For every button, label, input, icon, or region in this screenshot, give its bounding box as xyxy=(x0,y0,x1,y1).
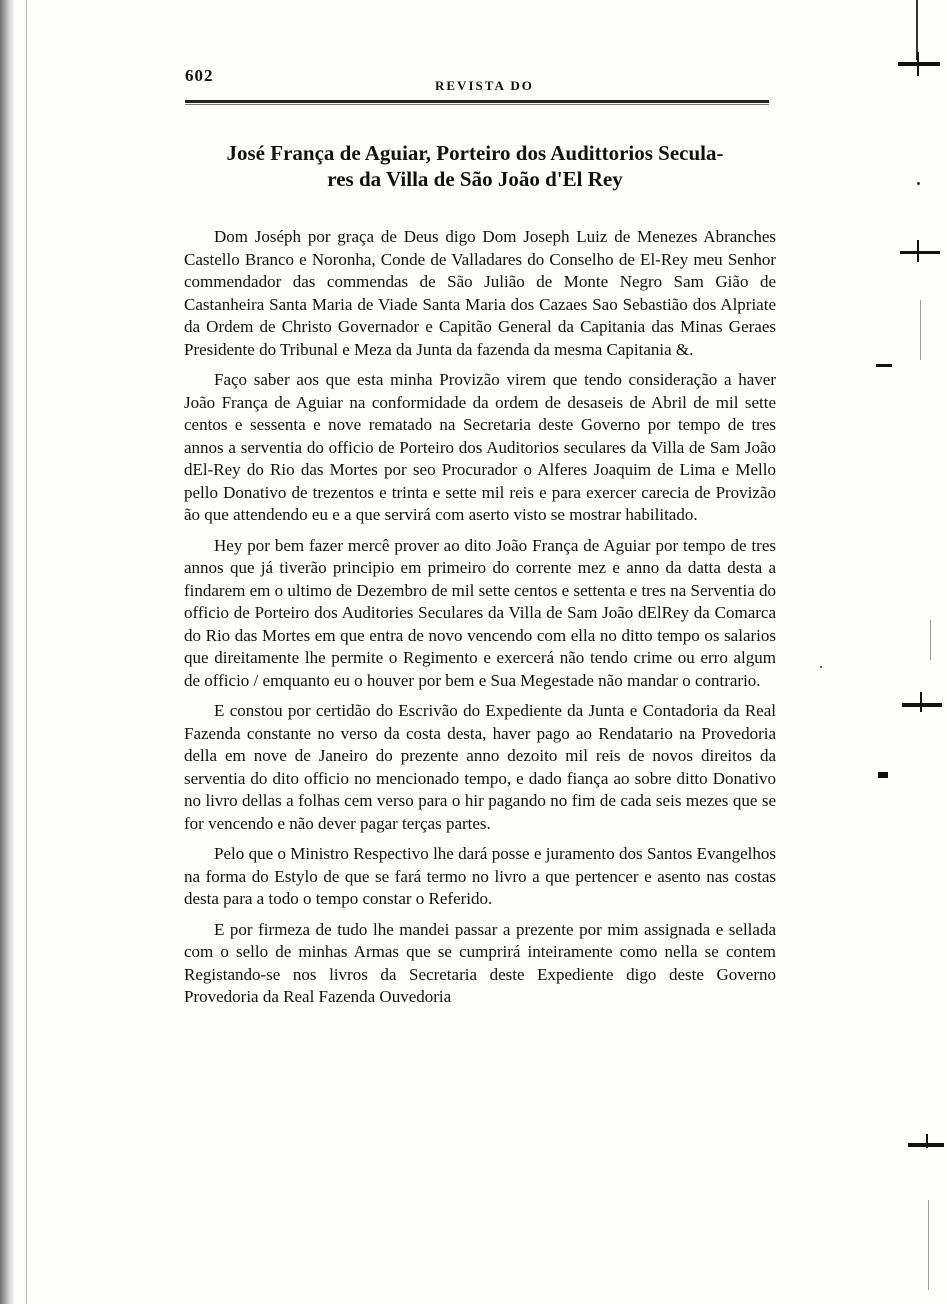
registration-tick xyxy=(917,240,919,262)
scan-margin-line xyxy=(928,1200,929,1290)
scan-margin-line xyxy=(920,300,921,360)
document-title-line-1: José França de Aguiar, Porteiro dos Audittorios Secula- xyxy=(226,141,724,165)
document-title xyxy=(170,140,780,192)
registration-mark xyxy=(876,364,892,367)
registration-tick xyxy=(920,692,922,712)
page-number: 602 xyxy=(185,66,214,85)
document-title-line-2: res da Villa de São João d'El Rey xyxy=(327,167,623,191)
paragraph: Pelo que o Ministro Respectivo lhe dará posse e juramento dos Santos Evangelhos na forma do Estylo de que se fará termo no livro a que pertencer e asento nas costas desta para a todo o tempo constar o Referido. xyxy=(184,844,776,908)
paragraph: Faço saber aos que esta minha Provizão virem que tendo consideração a haver João França de Aguiar na conformidade da ordem de desaseis de Abril de mil sette centos e sessenta e nove rematado na Secretaria deste Governo por tempo de tres annos a serventia do officio de Porteiro dos Auditorios seculares da Villa de Sam João dEl-Rey do Rio das Mortes por seo Procurador o Alferes Joaquim de Lima e Mello pello Donativo de trezentos e trinta e sette mil reis e para exercer carecia de Provizão ão que attendendo eu e a que servirá com aserto visto se mostrar habilitado. xyxy=(184,370,776,524)
registration-mark xyxy=(900,251,940,254)
header-rule-thin xyxy=(185,104,769,105)
scan-speck xyxy=(820,666,822,668)
paragraph: Dom Joséph por graça de Deus digo Dom Joseph Luiz de Menezes Abranches Castello Branco e Noronha, Conde de Valladares do Conselho de El-Rey meu Senhor commendador das commendas de São Julião de Monte Negro Sam Gião de Castanheira Santa Maria de Viade Santa Maria dos Cazaes Sao Sebastião dos Alpriate da Ordem de Christo Governador e Capitão General da Capitania das Minas Geraes Presidente do Tribunal e Meza da Junta da fazenda da mesma Capitania &. xyxy=(184,227,776,359)
registration-tick xyxy=(926,1134,928,1148)
scan-left-rule xyxy=(26,0,27,1304)
header-rule xyxy=(185,100,769,103)
running-header xyxy=(185,66,769,96)
scan-speck xyxy=(917,182,920,185)
registration-mark xyxy=(902,703,942,707)
scan-right-edge-line xyxy=(916,0,918,60)
registration-mark xyxy=(898,62,940,66)
paragraph: E constou por certidão do Escrivão do Expediente da Junta e Contadoria da Real Fazenda constante no verso da costa desta, haver pago ao Rendatario na Provedoria della em nove de Janeiro do prezente anno dezoito mil reis de novos direitos da serventia do dito officio no mencionado tempo, e dado fiança ao sobre ditto Donativo no livro dellas a folhas cem verso para o hir pagando no fim de cada seis mezes que se for vencendo e não dever pagar terças partes. xyxy=(184,701,776,833)
scan-margin-line xyxy=(930,620,931,660)
journal-title: REVISTA DO xyxy=(435,78,534,93)
paragraph: Hey por bem fazer mercê prover ao dito João França de Aguiar por tempo de tres annos que já tiverão principio em primeiro do corrente mez e anno da datta desta a findarem em o ultimo de Dezembro de mil sette centos e settenta e tres na Serventia do officio de Porteiro dos Auditories Seculares da Villa de Sam João dElRey da Comarca do Rio das Mortes em que entra de novo vencendo com ella no ditto tempo os salarios que direitamente lhe permite o Regimento e exercerá não tendo crime ou erro algum de officio / emquanto eu o houver por bem e Sua Megestade não mandar o contrario. xyxy=(184,535,776,690)
registration-mark xyxy=(878,772,888,778)
paragraph: E por firmeza de tudo lhe mandei passar a prezente por mim assignada e sellada com o sello de minhas Armas que se cumprirá inteiramente como nella se contem Registando-se nos livros da Secretaria deste Expediente digo deste Governo Provedoria da Real Fazenda Ouvedoria xyxy=(184,919,776,1006)
scan-left-edge xyxy=(0,0,14,1304)
registration-tick xyxy=(917,52,919,76)
document-body xyxy=(184,226,776,1017)
